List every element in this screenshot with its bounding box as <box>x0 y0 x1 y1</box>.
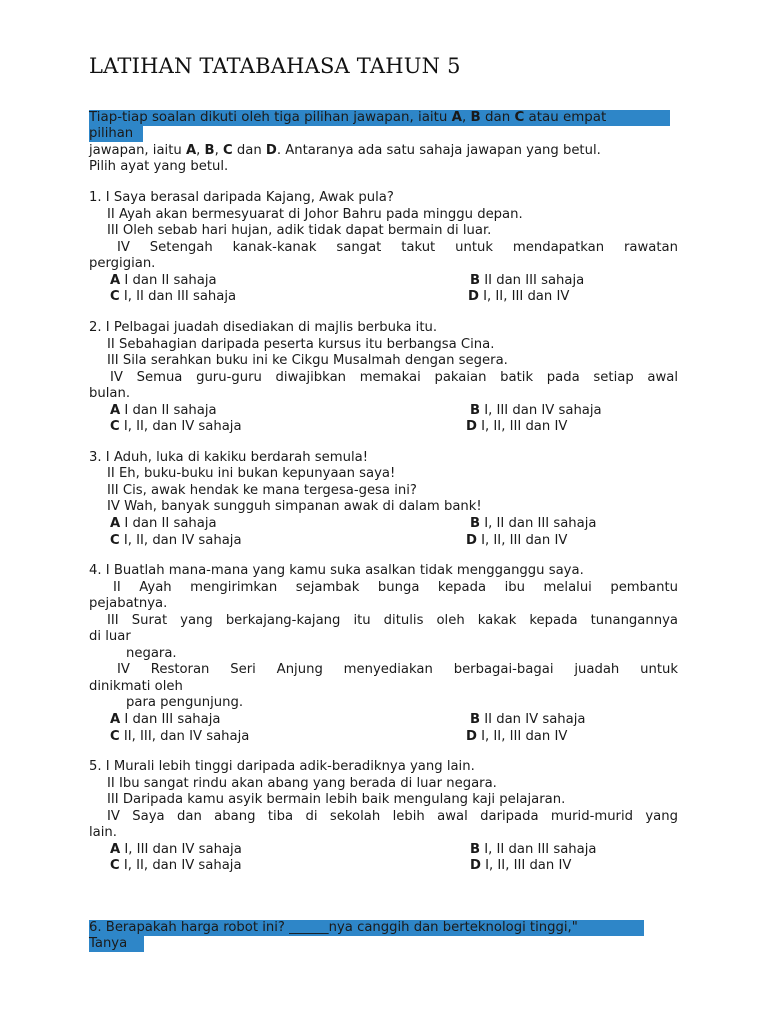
q6-line-1: 6. Berapakah harga robot ini? ______nya canggih dan berteknologi tinggi," <box>89 920 578 935</box>
q1-line-5: pergigian. <box>89 256 156 271</box>
q6-line-2: Tanya <box>89 936 128 951</box>
q4-line-2: II Ayah mengirimkan sejambak bunga kepada ibu melalui pembantu <box>113 580 678 595</box>
q4-option-d: D I, II, III dan IV <box>466 729 568 744</box>
q3-line-3: III Cis, awak hendak ke mana tergesa-gesa ini? <box>107 483 417 498</box>
q5-line-5: lain. <box>89 825 117 840</box>
q3-option-c: C I, II, dan IV sahaja <box>110 533 242 548</box>
q5-option-d: D I, II, III dan IV <box>470 858 572 873</box>
q1-line-1: 1. I Saya berasal daripada Kajang, Awak pula? <box>89 190 394 205</box>
q5-option-c: C I, II, dan IV sahaja <box>110 858 242 873</box>
q4-line-1: 4. I Buatlah mana-mana yang kamu suka asalkan tidak mengganggu saya. <box>89 563 584 578</box>
q4-line-5: di luar <box>89 629 131 644</box>
q2-option-b: B I, III dan IV sahaja <box>470 403 602 418</box>
q2-line-2: II Sebahagian daripada peserta kursus itu berbangsa Cina. <box>107 337 495 352</box>
q4-line-3: pejabatnya. <box>89 596 168 611</box>
intro-line-3: jawapan, iaitu A, B, C dan D. Antaranya ada satu sahaja jawapan yang betul. <box>89 143 601 158</box>
q4-line-6: negara. <box>126 646 177 661</box>
q3-option-a: A I dan II sahaja <box>110 516 217 531</box>
q2-option-c: C I, II, dan IV sahaja <box>110 419 242 434</box>
q2-option-d: D I, II, III dan IV <box>466 419 568 434</box>
q1-option-c: C I, II dan III sahaja <box>110 289 237 304</box>
q3-line-2: II Eh, buku-buku ini bukan kepunyaan saya! <box>107 466 396 481</box>
q4-line-8: dinikmati oleh <box>89 679 183 694</box>
q2-line-4: IV Semua guru-guru diwajibkan memakai pakaian batik pada setiap awal <box>110 370 678 385</box>
q2-line-5: bulan. <box>89 386 131 401</box>
q1-line-4: IV Setengah kanak-kanak sangat takut untuk mendapatkan rawatan <box>117 240 678 255</box>
q1-line-2: II Ayah akan bermesyuarat di Johor Bahru pada minggu depan. <box>107 207 523 222</box>
q5-option-b: B I, II dan III sahaja <box>470 842 597 857</box>
page-title: LATIHAN TATABAHASA TAHUN 5 <box>89 54 461 78</box>
q5-line-2: II Ibu sangat rindu akan abang yang berada di luar negara. <box>107 776 497 791</box>
intro-line-2: pilihan <box>89 126 134 141</box>
q3-option-d: D I, II, III dan IV <box>466 533 568 548</box>
q4-option-c: C II, III, dan IV sahaja <box>110 729 250 744</box>
q2-line-1: 2. I Pelbagai juadah disediakan di majlis berbuka itu. <box>89 320 438 335</box>
q5-line-4: IV Saya dan abang tiba di sekolah lebih awal daripada murid-murid yang <box>107 809 678 824</box>
intro-line-4: Pilih ayat yang betul. <box>89 159 229 174</box>
q5-option-a: A I, III dan IV sahaja <box>110 842 242 857</box>
q1-option-b: B II dan III sahaja <box>470 273 585 288</box>
q4-line-4: III Surat yang berkajang-kajang itu ditulis oleh kakak kepada tunangannya <box>107 613 678 628</box>
q4-option-b: B II dan IV sahaja <box>470 712 586 727</box>
q5-line-3: III Daripada kamu asyik bermain lebih baik mengulang kaji pelajaran. <box>107 792 566 807</box>
q4-line-9: para pengunjung. <box>126 695 244 710</box>
q3-line-1: 3. I Aduh, luka di kakiku berdarah semula! <box>89 450 369 465</box>
intro-line-1: Tiap-tiap soalan dikuti oleh tiga pilihan jawapan, iaitu A, B dan C atau empat <box>89 110 607 125</box>
q4-option-a: A I dan III sahaja <box>110 712 221 727</box>
q1-line-3: III Oleh sebab hari hujan, adik tidak dapat bermain di luar. <box>107 223 492 238</box>
q2-line-3: III Sila serahkan buku ini ke Cikgu Musalmah dengan segera. <box>107 353 508 368</box>
q4-line-7: IV Restoran Seri Anjung menyediakan berbagai-bagai juadah untuk <box>117 662 678 677</box>
q3-line-4: IV Wah, banyak sungguh simpanan awak di dalam bank! <box>107 499 482 514</box>
q1-option-d: D I, II, III dan IV <box>468 289 570 304</box>
q1-option-a: A I dan II sahaja <box>110 273 217 288</box>
q2-option-a: A I dan II sahaja <box>110 403 217 418</box>
q5-line-1: 5. I Murali lebih tinggi daripada adik-beradiknya yang lain. <box>89 759 475 774</box>
q3-option-b: B I, II dan III sahaja <box>470 516 597 531</box>
